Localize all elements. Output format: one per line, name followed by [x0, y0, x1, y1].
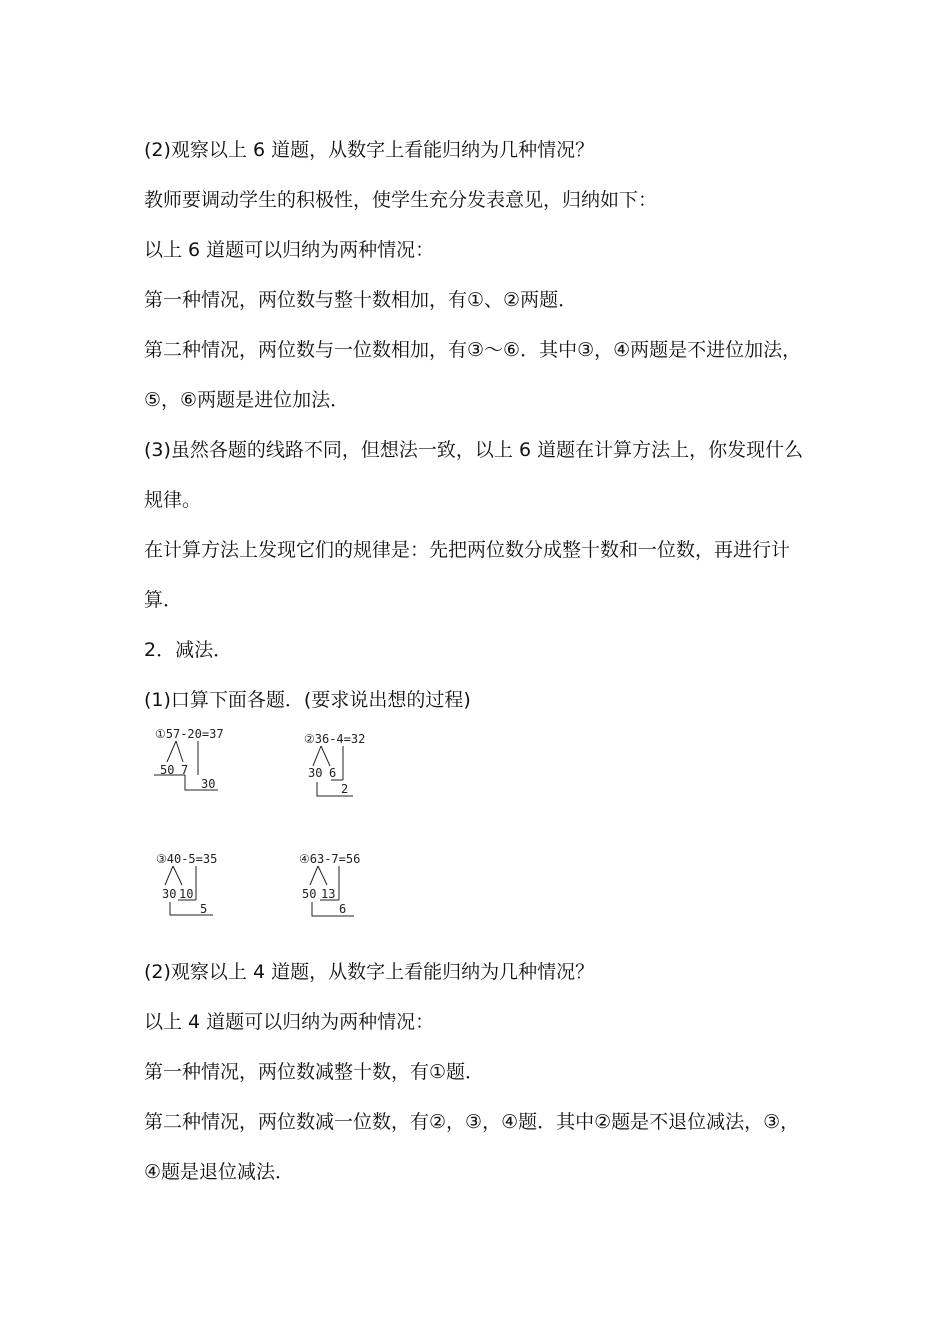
paragraph: (1)口算下面各题．(要求说出想的过程): [144, 689, 471, 711]
paragraph: 规律。: [144, 489, 202, 511]
paragraph: (2)观察以上 6 道题，从数字上看能归纳为几种情况？: [144, 139, 595, 161]
paragraph: 第一种情况，两位数与整十数相加，有①、②两题．: [144, 289, 578, 311]
equation-text: ①57-20=37: [155, 727, 224, 741]
partial-result: 6: [339, 902, 347, 916]
paragraph: 在计算方法上发现它们的规律是：先把两位数分成整十数和一位数，再进行计: [144, 539, 791, 561]
paragraph: 算．: [144, 589, 183, 611]
paragraph: 第二种情况，两位数减一位数，有②，③，④题．其中②题是不退位减法，③，: [144, 1111, 800, 1133]
paragraph: ④题是退位减法．: [144, 1161, 295, 1183]
split-left: 50: [160, 763, 175, 777]
paragraph: 第一种情况，两位数减整十数，有①题．: [144, 1061, 485, 1083]
split-right: 13: [321, 887, 336, 901]
paragraph: (2)观察以上 4 道题，从数字上看能归纳为几种情况？: [144, 961, 595, 983]
partial-result: 30: [201, 777, 216, 791]
calc-diagram-1: [152, 727, 272, 817]
paragraph: 教师要调动学生的积极性，使学生充分发表意见，归纳如下：: [144, 189, 658, 211]
split-right: 7: [181, 763, 189, 777]
equation-text: ④63-7=56: [299, 852, 361, 866]
split-right: 6: [329, 766, 337, 780]
paragraph: ⑤，⑥两题是进位加法．: [144, 389, 350, 411]
partial-result: 5: [200, 902, 208, 916]
paragraph: 以上 6 道题可以归纳为两种情况：: [144, 239, 435, 261]
section-heading: 2．减法．: [144, 639, 233, 661]
calc-diagram-3: [155, 852, 275, 942]
split-left: 30: [308, 766, 323, 780]
paragraph: 以上 4 道题可以归纳为两种情况：: [144, 1011, 435, 1033]
equation-text: ②36-4=32: [304, 732, 366, 746]
paragraph: 第二种情况，两位数与一位数相加，有③～⑥．其中③，④两题是不进位加法，: [144, 339, 802, 361]
split-left: 50: [302, 887, 317, 901]
equation-text: ③40-5=35: [156, 852, 218, 866]
split-left: 30: [162, 887, 177, 901]
split-right: 10: [179, 887, 194, 901]
calc-diagram-2: [303, 732, 423, 822]
paragraph: (3)虽然各题的线路不同，但想法一致，以上 6 道题在计算方法上，你发现什么: [144, 439, 804, 461]
partial-result: 2: [341, 782, 349, 796]
calc-diagram-4: [298, 852, 418, 942]
